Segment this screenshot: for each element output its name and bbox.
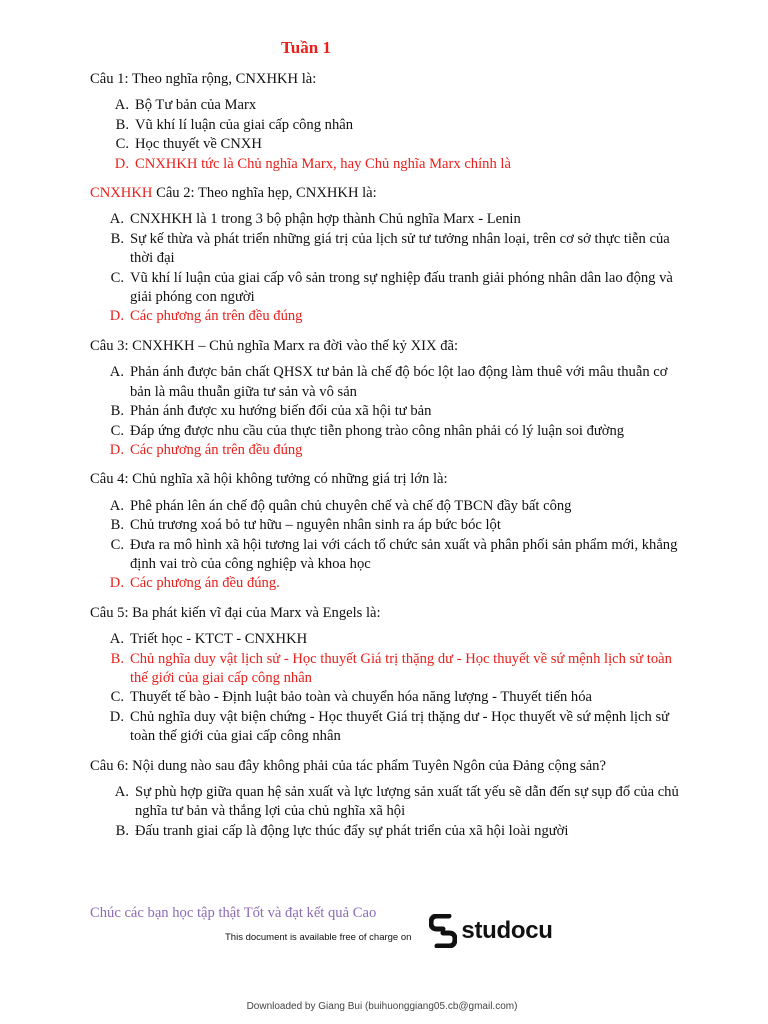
option-c: C. Đáp ứng được nhu cầu của thực tiễn phong trào công nhân phải có lý luận soi đường	[110, 422, 625, 439]
watermark-text: This document is available free of charge on	[225, 931, 412, 943]
option-list	[90, 630, 680, 746]
option-b: B. Đấu tranh giai cấp là động lực thúc đẩy sự phát triển của xã hội loài người	[115, 822, 569, 839]
question-text: Câu 4: Chủ nghĩa xã hội không tưởng có những giá trị lớn là:	[90, 471, 448, 488]
option-list	[90, 783, 680, 841]
option-d-correct: D. Các phương án trên đều đúng	[109, 441, 303, 458]
option-c: C. Vũ khí lí luận của giai cấp vô sản trong sự nghiệp đấu tranh giải phóng nhân dân lao động và giải phóng con người	[110, 269, 673, 306]
option-d-correct: D. CNXHKH tức là Chủ nghĩa Marx, hay Chủ nghĩa Marx chính là	[114, 155, 511, 172]
option-list	[90, 210, 680, 326]
option-a: A. Phản ánh được bản chất QHSX tư bản là chế độ bóc lột lao động làm thuê với mâu thuẫn cơ bản là mâu thuẫn giữa tư sản và vô sản	[109, 364, 668, 400]
question-prefix: CNXHKH	[90, 185, 153, 202]
option-b-correct: B. Chủ nghĩa duy vật lịch sử - Học thuyết Giá trị thặng dư - Học thuyết về sứ mệnh lịch sử toàn thế giới của giai cấp công nhân	[110, 650, 672, 686]
question-text: Câu 1: Theo nghĩa rộng, CNXHKH là:	[90, 71, 317, 87]
option-b: B. Phản ánh được xu hướng biến đổi của xã hội tư bản	[110, 403, 432, 420]
option-list	[90, 497, 680, 594]
question-text: Câu 3: CNXHKH – Chủ nghĩa Marx ra đời vào thế kỷ XIX đã:	[90, 337, 459, 354]
question-text: CNXHKH Câu 2: Theo nghĩa hẹp, CNXHKH là:	[90, 185, 377, 202]
option-a: A. Triết học - KTCT - CNXHKH	[109, 631, 308, 648]
question-list	[90, 70, 680, 851]
question-text: Câu 5: Ba phát kiến vĩ đại của Marx và Engels là:	[90, 604, 381, 621]
option-list	[90, 96, 680, 174]
option-c: C. Đưa ra mô hình xã hội tương lai với cách tổ chức sản xuất và phân phối sản phẩm mới, khẳng định vai trò của công nghiệp và khoa học	[110, 536, 678, 572]
studocu-logo[interactable]	[429, 914, 552, 948]
download-footer: Downloaded by Giang Bui (buihuonggiang05.cb@gmail.com)	[246, 1001, 518, 1012]
option-list	[90, 363, 680, 460]
question-5	[90, 604, 680, 747]
option-c: C. Học thuyết về CNXH	[115, 136, 262, 153]
question-3	[90, 337, 680, 460]
option-d-correct: D. Các phương án trên đều đúng	[109, 308, 303, 325]
question-1	[90, 70, 680, 174]
option-c: C. Thuyết tế bào - Định luật bảo toàn và chuyển hóa năng lượng - Thuyết tiến hóa	[110, 689, 592, 706]
page-title: Tuần 1	[281, 38, 331, 57]
option-a: A. Sự phù hợp giữa quan hệ sản xuất và lực lượng sản xuất tất yếu sẽ dẫn đến sự sụp đổ của chủ nghĩa tư bản và thắng lợi của chủ nghĩa xã hội	[114, 784, 679, 820]
option-b: B. Sự kế thừa và phát triển những giá trị của lịch sử tư tưởng nhân loại, trên cơ sở thực tiễn của thời đại	[110, 230, 670, 267]
option-b: B. Chủ trương xoá bỏ tư hữu – nguyên nhân sinh ra áp bức bóc lột	[110, 517, 501, 534]
option-d: D. Chủ nghĩa duy vật biện chứng - Học thuyết Giá trị thặng dư - Học thuyết về sứ mệnh lịch sử toàn thế giới của giai cấp công nhân	[109, 708, 670, 745]
question-2	[90, 184, 680, 327]
question-6	[90, 757, 680, 842]
option-a: A. Phê phán lên án chế độ quân chủ chuyên chế và chế độ TBCN đầy bất công	[109, 497, 572, 514]
option-d-correct: D. Các phương án đều đúng.	[109, 575, 280, 592]
question-text: Câu 6: Nội dung nào sau đây không phải của tác phẩm Tuyên Ngôn của Đảng cộng sản?	[90, 757, 606, 774]
studocu-brand: studocu	[461, 917, 553, 944]
closing-message: Chúc các bạn học tập thật Tốt và đạt kết quả Cao	[90, 905, 377, 921]
studocu-watermark	[225, 914, 553, 948]
studocu-logo-icon	[429, 914, 457, 948]
option-a: A. CNXHKH là 1 trong 3 bộ phận hợp thành Chủ nghĩa Marx - Lenin	[109, 211, 521, 228]
question-4	[90, 470, 680, 593]
option-b: B. Vũ khí lí luận của giai cấp công nhân	[115, 116, 354, 133]
option-a: A. Bộ Tư bản của Marx	[114, 97, 257, 114]
